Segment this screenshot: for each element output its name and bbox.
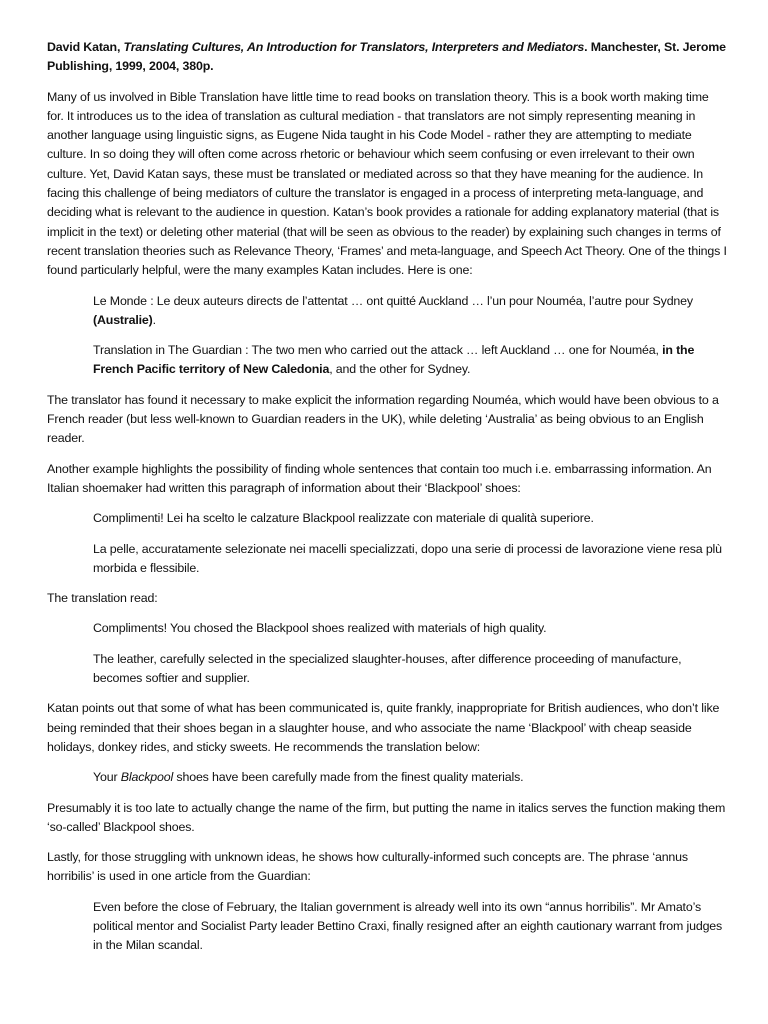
text-run: Your bbox=[93, 770, 121, 785]
text-run: Complimenti! Lei ha scelto le calzature Blackpool realizzate con materiale di qualità superiore. bbox=[93, 511, 594, 526]
text-run: Translation in The Guardian : The two men who carried out the attack … left Auckland … one for Nouméa, bbox=[93, 343, 663, 358]
text-run: Another example highlights the possibility of finding whole sentences that contain too much i.e. embarrassing information. An Italian shoemaker had written this paragraph of information about their ‘Blackpool’ shoes: bbox=[47, 461, 712, 495]
paragraph bbox=[47, 391, 728, 449]
paragraph bbox=[47, 589, 728, 608]
citation-title: Translating Cultures, An Introduction for Translators, Interpreters and Mediators bbox=[123, 40, 585, 54]
quoted-example bbox=[93, 540, 728, 579]
quoted-example bbox=[93, 898, 728, 956]
citation bbox=[47, 38, 728, 77]
text-run: The leather, carefully selected in the specialized slaughter-houses, after difference proceeding of manufacture, becomes softier and supplier. bbox=[93, 651, 682, 686]
quoted-example bbox=[93, 650, 728, 689]
paragraph bbox=[47, 88, 728, 281]
paragraph bbox=[47, 460, 728, 499]
text-run: Lastly, for those struggling with unknown ideas, he shows how culturally-informed such concepts are. The phrase ‘annus horribilis’ is used in one article from the Guardian: bbox=[47, 850, 688, 884]
text-run: Katan points out that some of what has been communicated is, quite frankly, inappropriate for British audiences, who don’t like being reminded that their shoes began in a slaughter house, and who associate the name ‘Blackpool’ with cheap seaside holidays, donkey rides, and sticky sweets. He recommends the translation below: bbox=[47, 701, 720, 754]
text-run: The translation read: bbox=[47, 591, 158, 606]
italic-text: Blackpool bbox=[120, 770, 174, 785]
quoted-example bbox=[93, 768, 728, 787]
text-run: La pelle, accuratamente selezionate nei macelli specializzati, dopo una serie di processi de lavorazione viene resa plù morbida e flessibile. bbox=[93, 541, 722, 575]
text-run: Le Monde : Le deux auteurs directs de l’attentat … ont quitté Auckland … l’un pour Nouméa, l’autre pour Sydney bbox=[93, 293, 693, 308]
text-run: Presumably it is too late to actually change the name of the firm, but putting the name in italics serves the function making them ‘so-called’ Blackpool shoes. bbox=[47, 800, 726, 834]
text-run: , and the other for Sydney. bbox=[329, 362, 471, 377]
paragraph bbox=[47, 799, 728, 838]
quoted-example bbox=[93, 341, 728, 380]
text-run: Compliments! You chosed the Blackpool shoes realized with materials of high quality. bbox=[93, 621, 547, 636]
text-run: Even before the close of February, the Italian government is already well into its own “annus horribilis”. Mr Amato’s political mentor and Socialist Party leader Bettino Craxi, finally resigned after an eighth cautionary warrant from judges in the Milan scandal. bbox=[93, 899, 723, 953]
citation-publisher: . Manchester, St. Jerome Publishing, 1999, 2004, 380p. bbox=[47, 40, 726, 74]
quoted-example bbox=[93, 509, 728, 528]
paragraph bbox=[47, 848, 728, 887]
text-run: shoes have been carefully made from the finest quality materials. bbox=[173, 770, 524, 785]
citation-author: David Katan, bbox=[47, 40, 124, 54]
quoted-example bbox=[93, 619, 728, 638]
quoted-example bbox=[93, 292, 728, 331]
document-body bbox=[47, 88, 728, 956]
paragraph bbox=[47, 699, 728, 757]
bold-text: (Australie) bbox=[93, 312, 153, 327]
bold-text: in the French Pacific territory of New Caledonia bbox=[93, 343, 695, 377]
text-run: . bbox=[152, 312, 156, 327]
text-run: Many of us involved in Bible Translation have little time to read books on translation theory. This is a book worth making time for. It introduces us to the idea of translation as cultural mediation - that translators are not simply representing meaning in another language using linguistic signs, as Eugene Nida taught in his Code Model - rather they are attempting to mediate culture. In so doing they will often come across rhetoric or behaviour which seem confusing or even irrelevant to their own culture. Yet, David Katan says, these must be translated or mediated across so that they have meaning for the audience. In facing this challenge of being mediators of culture the translator is engaged in a process of interpreting meta-language, and deciding what is relevant to the audience in question. Katan’s book provides a rationale for adding explanatory material (that is implicit in the text) or deleting other material (that will be seen as obvious to the reader) by explaining such changes in terms of recent translation theories such as Relevance Theory, ‘Frames’ and meta-language, and Speech Act Theory. One of the things I found particularly helpful, were the many examples Katan includes. Here is one: bbox=[47, 89, 727, 278]
text-run: The translator has found it necessary to make explicit the information regarding Nouméa, which would have been obvious to a French reader (but less well-known to Guardian readers in the UK), while deleting ‘Australia’ as being obvious to an English reader. bbox=[47, 392, 719, 446]
